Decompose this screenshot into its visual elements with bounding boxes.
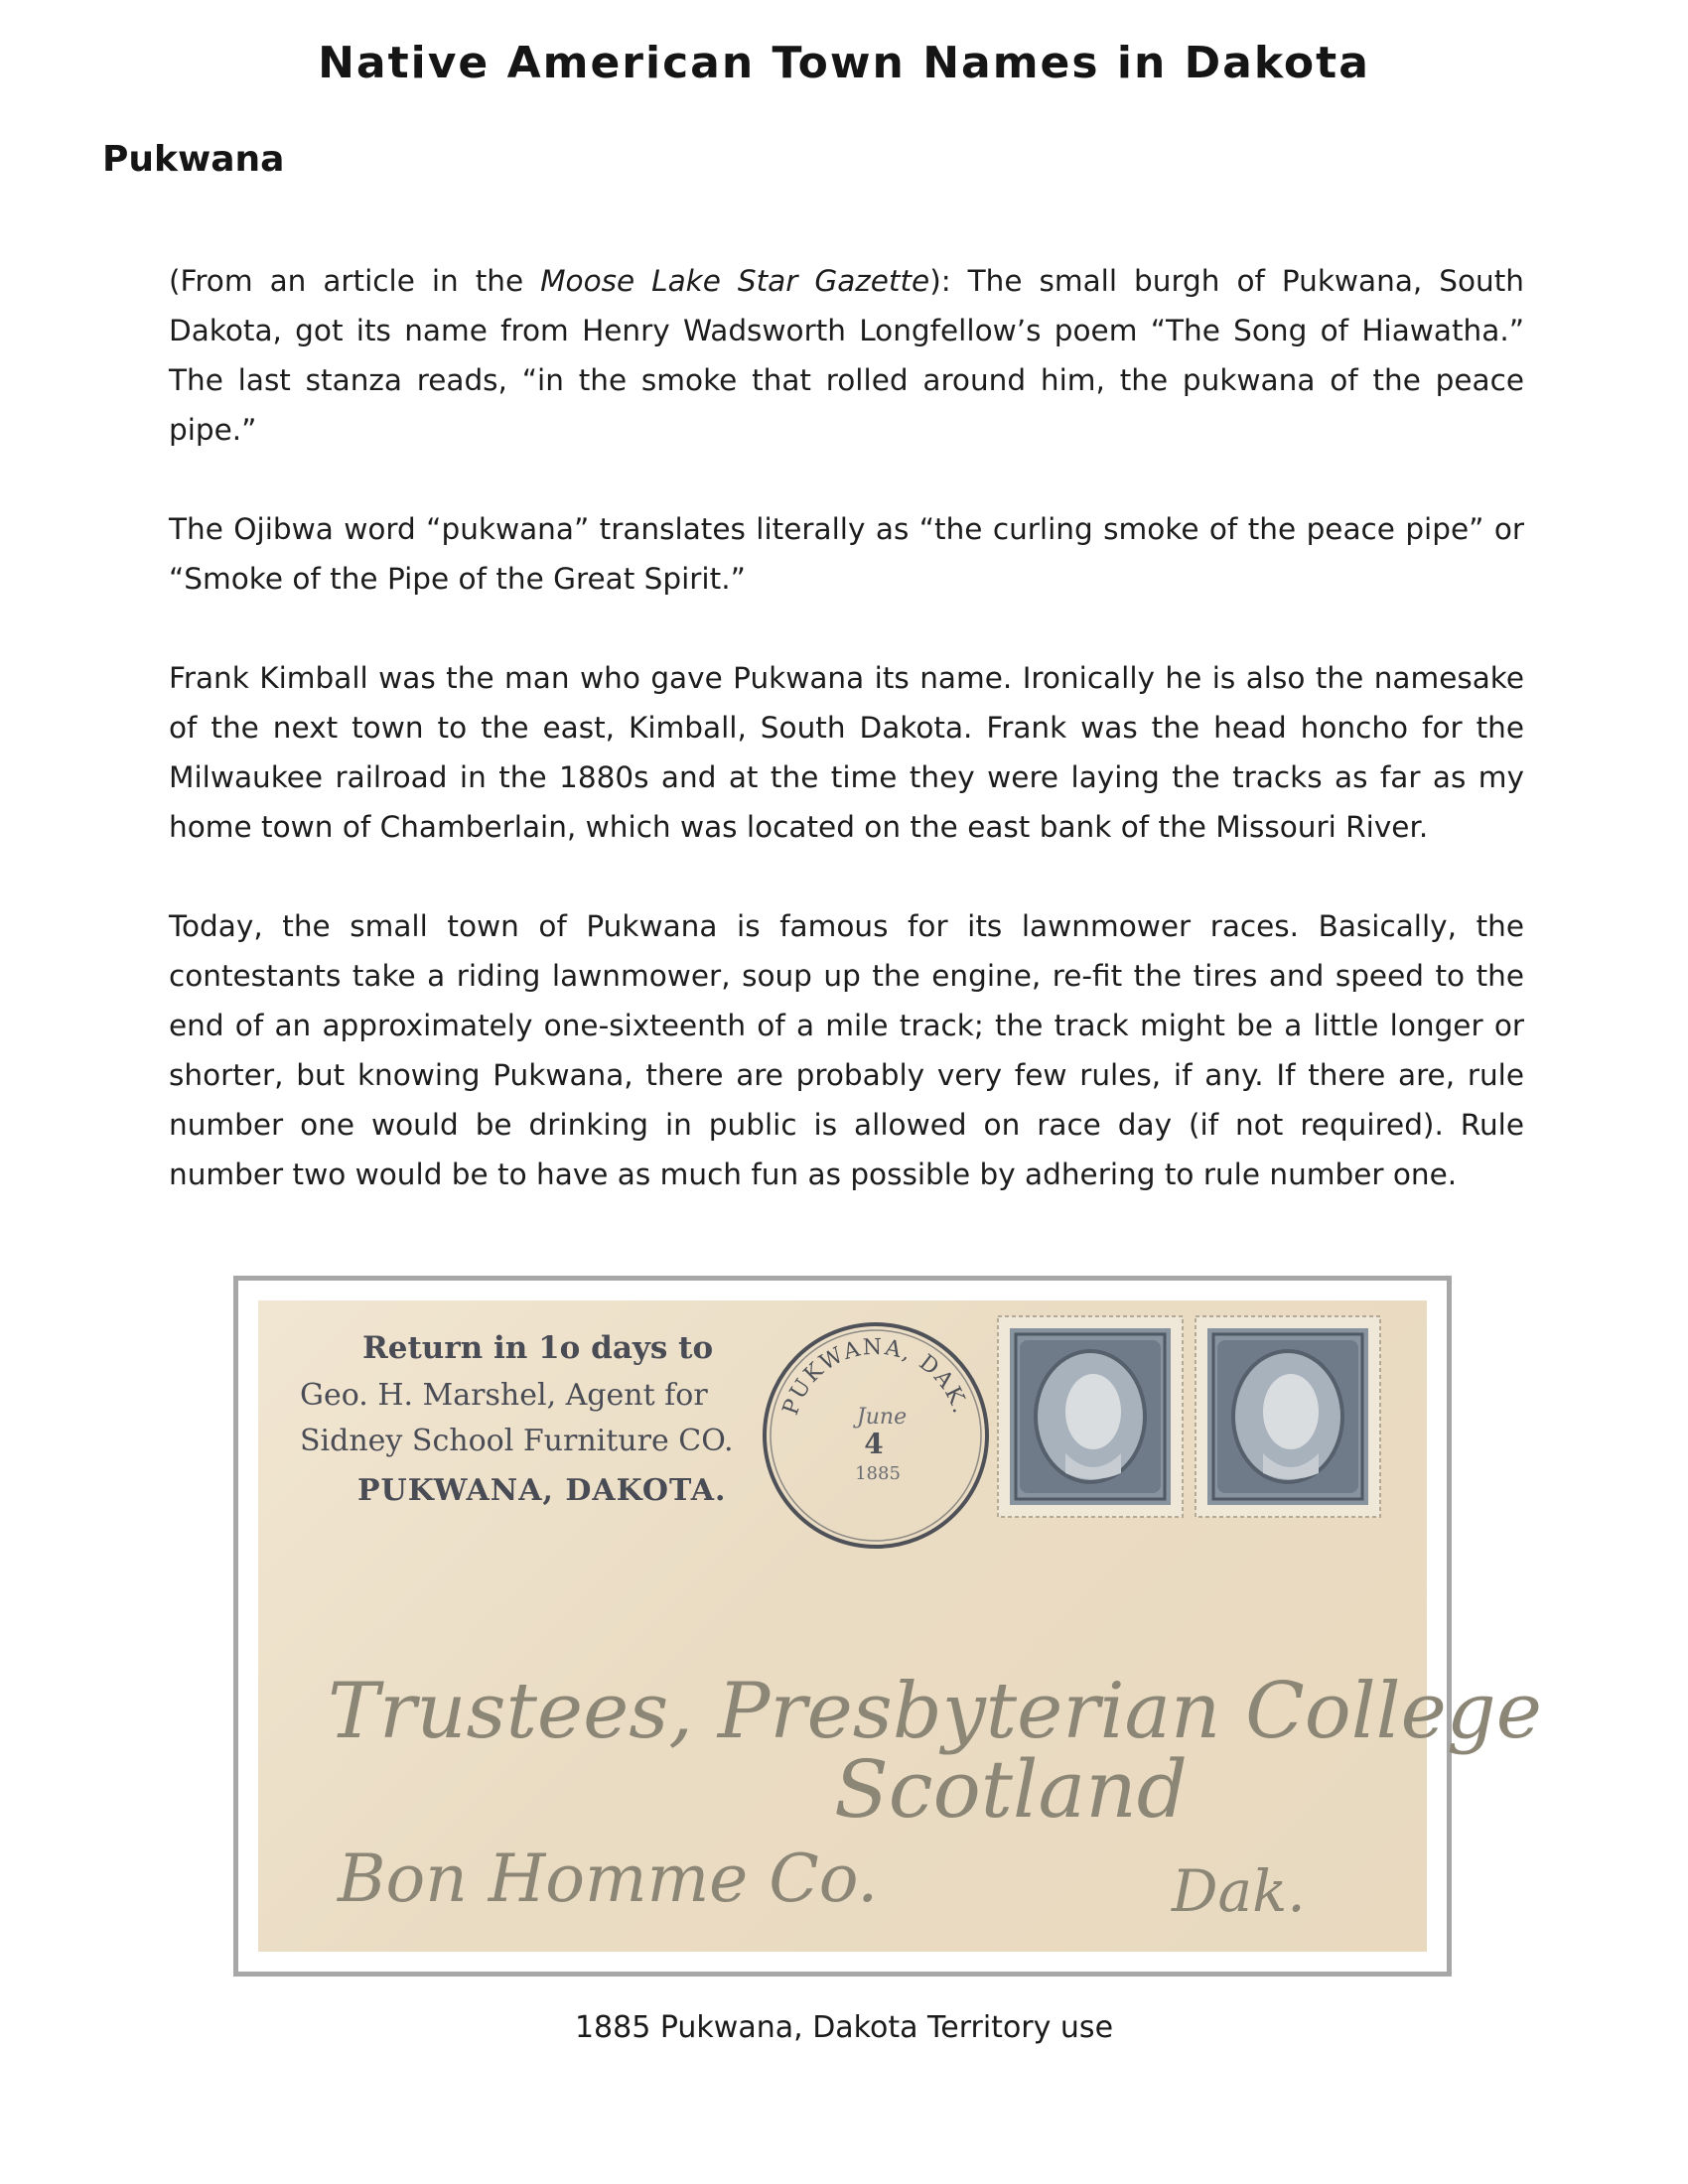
addressee-line-1: Trustees, Presbyterian College [328, 1667, 1542, 1756]
postmark-month: June [856, 1405, 908, 1430]
postmark-day: 4 [864, 1428, 884, 1460]
paragraph-3: Frank Kimball was the man who gave Pukwana its name. Ironically he is also the namesake of the next town to the east, Kimball, South Dakota. Frank was the head honcho for the Milwaukee railroad in the 1880s and at the time they were laying the tracks as far as my home town of Chamberlain, which was located on the east bank of the Missouri River. [169, 661, 1524, 844]
return-address-line-1: Return in 1o days to [362, 1330, 714, 1366]
publication-title: Moose Lake Star Gazette [540, 264, 930, 298]
postmark-year: 1885 [855, 1463, 901, 1484]
postal-cover [258, 1300, 1542, 1952]
pukwana-postmark [755, 1314, 998, 1558]
addressee-line-2: Scotland [834, 1743, 1188, 1836]
section-heading: Pukwana [102, 139, 285, 180]
paragraph-1-rest: ): The small burgh of Pukwana, South Dakota, got its name from Henry Wadsworth Longfellow’s poem “The Song of Hiawatha.” The last stanza reads, “in the smoke that rolled around him, the pukwana of the peace pipe.” [169, 264, 1524, 447]
addressee-line-3: Bon Homme Co. [338, 1841, 879, 1917]
figure-caption: 1885 Pukwana, Dakota Territory use [574, 2010, 1114, 2045]
return-address-line-4: PUKWANA, DAKOTA. [357, 1473, 727, 1508]
addressee-line-4: Dak. [1172, 1857, 1306, 1925]
franklin-stamp-right [1194, 1314, 1382, 1519]
cover-image-frame [233, 1276, 1542, 1977]
paragraph-4: Today, the small town of Pukwana is famous for its lawnmower races. Basically, the contestants take a riding lawnmower, soup up the engine, re-fit the tires and speed to the end of an approximately one-sixteenth of a mile track; the track might be a little longer or shorter, but knowing Pukwana, there are probably very few rules, if any. If there are, rule number one would be drinking in public is allowed on race day (if not required). Rule number two would be to have as much fun as possible by adhering to rule number one. [169, 909, 1524, 1191]
paragraph-1-lead: (From an article in the [169, 264, 541, 298]
page-title: Native American Town Names in Dakota [318, 38, 1370, 88]
franklin-stamp-left [996, 1314, 1185, 1519]
return-address-line-2: Geo. H. Marshel, Agent for [300, 1378, 708, 1413]
paragraph-1 [169, 256, 1524, 455]
handwritten-address [318, 1638, 1542, 1936]
postmark-town: PUKWANA, DAK. [777, 1334, 974, 1419]
paragraph-2: The Ojibwa word “pukwana” translates literally as “the curling smoke of the peace pipe” or “Smoke of the Pipe of the Great Spirit.” [169, 512, 1524, 596]
article-body [169, 256, 1524, 1249]
return-address-line-3: Sidney School Furniture CO. [300, 1424, 734, 1458]
